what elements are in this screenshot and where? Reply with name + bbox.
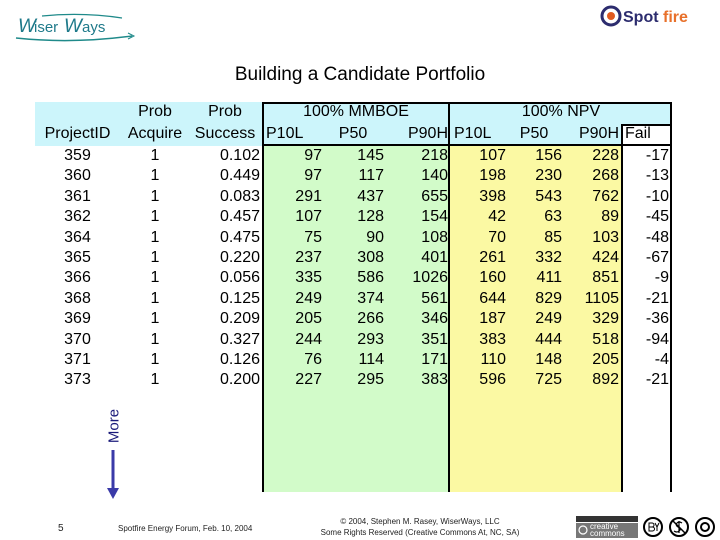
- cell-npv-p90h: 103: [592, 228, 619, 246]
- cell-mmboe-p90h: 346: [421, 310, 448, 328]
- cell-fail: -94: [645, 330, 669, 348]
- cell-mmboe-p90h: 108: [421, 228, 448, 246]
- cell-mmboe-p10l: 237: [295, 249, 322, 266]
- cell-prob-acquire: 1: [150, 228, 160, 246]
- header-mmboe-p10l: P10L: [266, 125, 304, 142]
- cell-prob-success: 0.209: [219, 310, 260, 328]
- header-top-prob-success: Prob: [208, 103, 242, 120]
- cell-npv-p90h: 1105: [584, 289, 619, 307]
- cell-mmboe-p10l: 76: [304, 351, 322, 368]
- cell-npv-p10l: 596: [479, 371, 506, 389]
- cell-prob-acquire: 1: [150, 289, 160, 307]
- group-header-npv: 100% NPV: [521, 103, 601, 120]
- cell-prob-success: 0.126: [219, 351, 260, 368]
- cell-npv-p10l: 70: [488, 228, 506, 246]
- cell-fail: -13: [645, 167, 669, 185]
- more-label: [104, 405, 124, 447]
- arrow-down-icon: [106, 450, 120, 500]
- cell-npv-p50: 85: [544, 228, 562, 246]
- cell-npv-p90h: 228: [592, 147, 619, 164]
- cell-mmboe-p10l: 249: [295, 289, 322, 307]
- cell-project-id: 365: [64, 249, 91, 266]
- svg-text:ays: ays: [82, 19, 106, 36]
- svg-text:iser: iser: [34, 19, 59, 36]
- cell-npv-p50: 249: [535, 310, 562, 328]
- cell-prob-success: 0.056: [219, 269, 260, 287]
- cell-prob-success: 0.102: [219, 147, 260, 164]
- group-header-mmboe: 100% MMBOE: [303, 103, 409, 120]
- cell-npv-p10l: 644: [479, 289, 506, 307]
- cell-npv-p50: 411: [536, 269, 562, 287]
- cell-npv-p90h: 89: [601, 208, 619, 226]
- creative-commons-badge[interactable]: [576, 516, 718, 538]
- cell-project-id: 369: [64, 310, 91, 328]
- cell-prob-acquire: 1: [150, 249, 160, 266]
- cell-prob-success: 0.083: [219, 187, 260, 205]
- cell-npv-p90h: 268: [592, 167, 619, 185]
- wiserways-logo: [12, 8, 142, 44]
- cell-mmboe-p50: 266: [357, 310, 384, 328]
- cell-npv-p10l: 398: [479, 187, 506, 205]
- svg-text:W: W: [64, 16, 82, 37]
- cell-mmboe-p50: 90: [366, 228, 384, 246]
- cell-mmboe-p90h: 140: [421, 167, 448, 185]
- cell-fail: -21: [645, 289, 669, 307]
- cell-mmboe-p10l: 244: [295, 330, 322, 348]
- cell-npv-p50: 444: [535, 330, 562, 348]
- cell-fail: -48: [645, 228, 669, 246]
- cell-mmboe-p50: 128: [357, 208, 384, 226]
- cell-prob-acquire: 1: [150, 351, 160, 368]
- cell-npv-p50: 63: [544, 208, 562, 226]
- cell-npv-p10l: 198: [479, 167, 506, 185]
- cell-mmboe-p50: 295: [357, 371, 384, 389]
- cell-mmboe-p10l: 97: [304, 167, 322, 185]
- page-title: Building a Candidate Portfolio: [234, 64, 486, 85]
- cell-prob-success: 0.125: [219, 289, 260, 307]
- cell-prob-acquire: 1: [150, 269, 160, 287]
- cell-npv-p10l: 187: [479, 310, 506, 328]
- cell-mmboe-p90h: 351: [421, 330, 448, 348]
- cell-project-id: 360: [64, 167, 91, 185]
- cell-prob-acquire: 1: [150, 330, 160, 348]
- cell-project-id: 373: [64, 371, 91, 389]
- cell-npv-p50: 543: [535, 187, 562, 205]
- cell-npv-p10l: 42: [488, 208, 506, 226]
- cell-mmboe-p50: 114: [358, 351, 384, 368]
- cell-prob-acquire: 1: [150, 371, 160, 389]
- cell-npv-p50: 829: [535, 289, 562, 307]
- cell-npv-p50: 230: [535, 167, 562, 185]
- cell-fail: -9: [654, 269, 669, 287]
- header-npv-p10l: P10L: [454, 125, 492, 142]
- cell-mmboe-p10l: 75: [304, 228, 322, 246]
- more-text: More: [105, 408, 123, 444]
- copyright-line1: © 2004, Stephen M. Rasey, WiserWays, LLC: [340, 517, 500, 526]
- cell-prob-success: 0.449: [219, 167, 260, 185]
- cell-fail: -36: [645, 310, 669, 328]
- cell-npv-p90h: 851: [592, 269, 619, 287]
- cell-npv-p90h: 762: [592, 187, 619, 205]
- header-top-prob-acquire: Prob: [138, 103, 172, 120]
- cell-npv-p10l: 110: [480, 351, 506, 368]
- cell-mmboe-p10l: 205: [295, 310, 322, 328]
- cell-npv-p90h: 329: [592, 310, 619, 328]
- cell-prob-success: 0.327: [219, 330, 260, 348]
- header-prob-success: Success: [194, 125, 256, 142]
- header-prob-acquire: Acquire: [127, 125, 183, 142]
- cell-project-id: 359: [64, 147, 91, 164]
- cell-project-id: 364: [64, 228, 91, 246]
- cell-mmboe-p90h: 1026: [412, 269, 448, 287]
- cc-text: creative commons: [590, 523, 625, 537]
- cell-mmboe-p10l: 107: [295, 208, 322, 226]
- cell-prob-success: 0.475: [219, 228, 260, 246]
- cell-fail: -21: [645, 371, 669, 389]
- cell-mmboe-p90h: 383: [421, 371, 448, 389]
- copyright-line2: Some Rights Reserved (Creative Commons At, NC, SA): [320, 528, 520, 537]
- cell-mmboe-p50: 293: [357, 330, 384, 348]
- cell-mmboe-p10l: 291: [295, 187, 322, 205]
- header-npv-p50: P50: [519, 125, 549, 142]
- cell-project-id: 370: [64, 330, 91, 348]
- cell-fail: -17: [645, 147, 669, 164]
- cell-prob-success: 0.457: [219, 208, 260, 226]
- cell-project-id: 368: [64, 289, 91, 307]
- cell-npv-p50: 332: [535, 249, 562, 266]
- cell-npv-p50: 148: [535, 351, 562, 368]
- spotfire-logo: [600, 4, 720, 28]
- cell-prob-success: 0.220: [219, 249, 260, 266]
- copyright: [300, 517, 540, 537]
- cell-mmboe-p50: 117: [358, 167, 384, 185]
- cell-fail: -4: [654, 351, 669, 368]
- cell-mmboe-p10l: 227: [295, 371, 322, 389]
- header-mmboe-p90h: P90H: [407, 125, 448, 142]
- cell-project-id: 361: [64, 187, 91, 205]
- cell-prob-acquire: 1: [150, 167, 160, 185]
- cell-mmboe-p50: 374: [357, 289, 384, 307]
- cell-fail: -67: [645, 249, 669, 266]
- cell-prob-acquire: 1: [150, 187, 160, 205]
- cell-project-id: 371: [64, 351, 91, 368]
- header-npv-p90h: P90H: [578, 125, 619, 142]
- svg-text:W: W: [18, 16, 36, 37]
- cell-npv-p10l: 383: [479, 330, 506, 348]
- cell-npv-p90h: 518: [592, 330, 619, 348]
- cell-fail: -45: [645, 208, 669, 226]
- cell-prob-acquire: 1: [150, 208, 160, 226]
- cell-npv-p50: 156: [535, 147, 562, 164]
- cell-npv-p10l: 160: [479, 269, 506, 287]
- cell-npv-p10l: 261: [479, 249, 506, 266]
- cell-mmboe-p90h: 561: [421, 289, 448, 307]
- cell-project-id: 362: [64, 208, 91, 226]
- event-label: Spotfire Energy Forum, Feb. 10, 2004: [118, 524, 253, 533]
- cell-npv-p90h: 424: [592, 249, 619, 266]
- header-fail: Fail: [625, 125, 651, 142]
- cell-prob-acquire: 1: [150, 310, 160, 328]
- cell-mmboe-p10l: 97: [304, 147, 322, 164]
- cell-project-id: 366: [64, 269, 91, 287]
- cell-mmboe-p90h: 401: [421, 249, 448, 266]
- page-number: 5: [58, 523, 64, 534]
- svg-text:Spot: Spot: [623, 9, 659, 26]
- cell-mmboe-p50: 308: [357, 249, 384, 266]
- cell-prob-acquire: 1: [150, 147, 160, 164]
- cell-npv-p90h: 892: [592, 371, 619, 389]
- cell-mmboe-p10l: 335: [295, 269, 322, 287]
- cell-npv-p50: 725: [535, 371, 562, 389]
- cell-npv-p10l: 107: [479, 147, 506, 164]
- header-project-id: ProjectID: [44, 125, 111, 142]
- cell-mmboe-p90h: 655: [421, 187, 448, 205]
- cell-mmboe-p90h: 154: [421, 208, 448, 226]
- cell-npv-p90h: 205: [592, 351, 619, 368]
- cell-mmboe-p50: 437: [357, 187, 384, 205]
- cell-mmboe-p50: 586: [357, 269, 384, 287]
- cell-fail: -10: [645, 187, 669, 205]
- cell-mmboe-p50: 145: [357, 147, 384, 164]
- header-mmboe-p50: P50: [338, 125, 368, 142]
- svg-text:fire: fire: [663, 9, 688, 26]
- cell-prob-success: 0.200: [219, 371, 260, 389]
- cell-mmboe-p90h: 171: [421, 351, 448, 368]
- cell-mmboe-p90h: 218: [421, 147, 448, 164]
